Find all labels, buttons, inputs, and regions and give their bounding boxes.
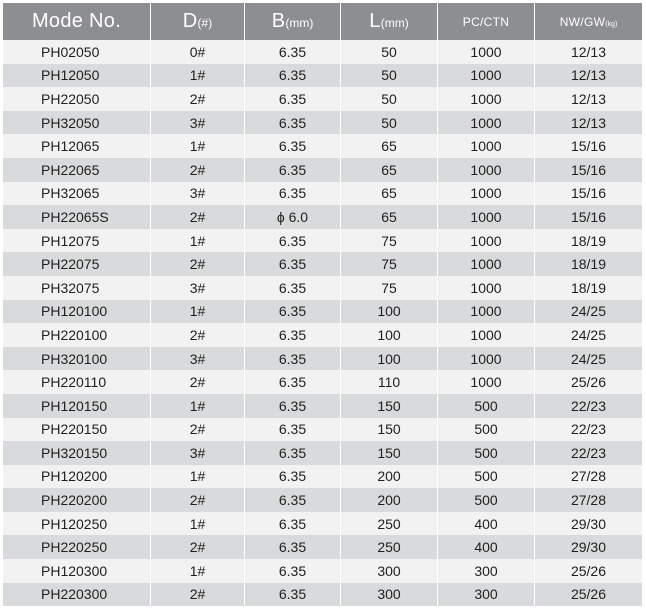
cell-mode-no: PH220150 xyxy=(3,418,151,442)
cell-l: 150 xyxy=(341,441,438,465)
cell-d: 1# xyxy=(151,465,245,489)
cell-b: 6.35 xyxy=(245,488,341,512)
header-mode-no: Mode No. xyxy=(3,3,151,40)
cell-d: 1# xyxy=(151,300,245,324)
cell-nw-gw: 12/13 xyxy=(535,87,642,111)
cell-b: 6.35 xyxy=(245,583,341,607)
cell-b: 6.35 xyxy=(245,182,341,206)
cell-l: 75 xyxy=(341,229,438,253)
cell-l: 150 xyxy=(341,394,438,418)
cell-l: 75 xyxy=(341,252,438,276)
cell-pc-ctn: 400 xyxy=(438,512,535,536)
cell-d: 1# xyxy=(151,512,245,536)
cell-b: 6.35 xyxy=(245,229,341,253)
cell-mode-no: PH12065 xyxy=(3,134,151,158)
cell-mode-no: PH220300 xyxy=(3,583,151,607)
table-row xyxy=(3,465,642,489)
table-row xyxy=(3,583,642,607)
header-d: D(#) xyxy=(151,3,245,40)
cell-d: 2# xyxy=(151,418,245,442)
cell-pc-ctn: 500 xyxy=(438,418,535,442)
table-row xyxy=(3,111,642,135)
cell-b: 6.35 xyxy=(245,300,341,324)
cell-l: 65 xyxy=(341,182,438,206)
cell-b: 6.35 xyxy=(245,465,341,489)
cell-d: 2# xyxy=(151,488,245,512)
header-l: L(mm) xyxy=(341,3,438,40)
table-row xyxy=(3,300,642,324)
table-row xyxy=(3,276,642,300)
table-row xyxy=(3,205,642,229)
cell-l: 65 xyxy=(341,158,438,182)
cell-d: 2# xyxy=(151,87,245,111)
table-row xyxy=(3,488,642,512)
cell-mode-no: PH22065S xyxy=(3,205,151,229)
cell-mode-no: PH32050 xyxy=(3,111,151,135)
cell-b: 6.35 xyxy=(245,276,341,300)
cell-mode-no: PH120150 xyxy=(3,394,151,418)
cell-d: 3# xyxy=(151,441,245,465)
cell-b: 6.35 xyxy=(245,394,341,418)
cell-pc-ctn: 1000 xyxy=(438,229,535,253)
cell-nw-gw: 15/16 xyxy=(535,134,642,158)
cell-mode-no: PH120300 xyxy=(3,559,151,583)
cell-d: 2# xyxy=(151,158,245,182)
cell-mode-no: PH22050 xyxy=(3,87,151,111)
header-b: B(mm) xyxy=(245,3,341,40)
cell-nw-gw: 22/23 xyxy=(535,418,642,442)
cell-l: 50 xyxy=(341,111,438,135)
cell-l: 100 xyxy=(341,300,438,324)
spec-table xyxy=(3,3,642,606)
cell-nw-gw: 29/30 xyxy=(535,535,642,559)
cell-b: 6.35 xyxy=(245,370,341,394)
cell-d: 3# xyxy=(151,347,245,371)
cell-mode-no: PH120100 xyxy=(3,300,151,324)
cell-nw-gw: 12/13 xyxy=(535,40,642,64)
cell-nw-gw: 15/16 xyxy=(535,205,642,229)
cell-nw-gw: 12/13 xyxy=(535,64,642,88)
cell-nw-gw: 24/25 xyxy=(535,347,642,371)
table-row xyxy=(3,134,642,158)
cell-pc-ctn: 400 xyxy=(438,535,535,559)
cell-l: 200 xyxy=(341,465,438,489)
cell-pc-ctn: 1000 xyxy=(438,252,535,276)
cell-l: 200 xyxy=(341,488,438,512)
cell-mode-no: PH02050 xyxy=(3,40,151,64)
cell-mode-no: PH220100 xyxy=(3,323,151,347)
cell-b: 6.35 xyxy=(245,347,341,371)
cell-nw-gw: 18/19 xyxy=(535,276,642,300)
cell-nw-gw: 15/16 xyxy=(535,182,642,206)
cell-b: ϕ 6.0 xyxy=(245,205,341,229)
cell-l: 50 xyxy=(341,40,438,64)
cell-d: 3# xyxy=(151,111,245,135)
cell-pc-ctn: 500 xyxy=(438,441,535,465)
cell-mode-no: PH22065 xyxy=(3,158,151,182)
table-row xyxy=(3,418,642,442)
cell-d: 1# xyxy=(151,559,245,583)
cell-pc-ctn: 1000 xyxy=(438,323,535,347)
cell-l: 100 xyxy=(341,347,438,371)
cell-nw-gw: 27/28 xyxy=(535,488,642,512)
cell-l: 65 xyxy=(341,134,438,158)
cell-b: 6.35 xyxy=(245,158,341,182)
cell-l: 250 xyxy=(341,535,438,559)
table-row xyxy=(3,441,642,465)
cell-nw-gw: 29/30 xyxy=(535,512,642,536)
cell-l: 50 xyxy=(341,64,438,88)
cell-b: 6.35 xyxy=(245,134,341,158)
cell-d: 2# xyxy=(151,583,245,607)
cell-d: 0# xyxy=(151,40,245,64)
cell-b: 6.35 xyxy=(245,418,341,442)
table-row xyxy=(3,64,642,88)
table-row xyxy=(3,347,642,371)
table-row xyxy=(3,559,642,583)
cell-mode-no: PH320100 xyxy=(3,347,151,371)
cell-b: 6.35 xyxy=(245,40,341,64)
cell-nw-gw: 12/13 xyxy=(535,111,642,135)
cell-d: 2# xyxy=(151,535,245,559)
cell-pc-ctn: 1000 xyxy=(438,370,535,394)
cell-d: 2# xyxy=(151,252,245,276)
cell-b: 6.35 xyxy=(245,323,341,347)
cell-l: 75 xyxy=(341,276,438,300)
cell-pc-ctn: 1000 xyxy=(438,64,535,88)
cell-b: 6.35 xyxy=(245,111,341,135)
cell-b: 6.35 xyxy=(245,512,341,536)
cell-l: 300 xyxy=(341,559,438,583)
table-row xyxy=(3,323,642,347)
cell-mode-no: PH120200 xyxy=(3,465,151,489)
cell-pc-ctn: 1000 xyxy=(438,205,535,229)
cell-d: 3# xyxy=(151,276,245,300)
cell-nw-gw: 15/16 xyxy=(535,158,642,182)
cell-mode-no: PH120250 xyxy=(3,512,151,536)
cell-mode-no: PH12075 xyxy=(3,229,151,253)
cell-d: 1# xyxy=(151,134,245,158)
cell-nw-gw: 25/26 xyxy=(535,370,642,394)
cell-mode-no: PH32065 xyxy=(3,182,151,206)
cell-pc-ctn: 1000 xyxy=(438,87,535,111)
table-row xyxy=(3,370,642,394)
cell-d: 2# xyxy=(151,370,245,394)
cell-mode-no: PH220110 xyxy=(3,370,151,394)
cell-pc-ctn: 1000 xyxy=(438,134,535,158)
cell-pc-ctn: 500 xyxy=(438,394,535,418)
table-row xyxy=(3,512,642,536)
cell-d: 2# xyxy=(151,323,245,347)
cell-mode-no: PH320150 xyxy=(3,441,151,465)
cell-b: 6.35 xyxy=(245,87,341,111)
table-row xyxy=(3,40,642,64)
cell-nw-gw: 18/19 xyxy=(535,229,642,253)
header-row xyxy=(3,3,642,40)
cell-pc-ctn: 300 xyxy=(438,559,535,583)
cell-pc-ctn: 1000 xyxy=(438,347,535,371)
header-nw-gw: NW/GW(kg) xyxy=(535,3,642,40)
table-row xyxy=(3,182,642,206)
cell-d: 2# xyxy=(151,205,245,229)
cell-l: 110 xyxy=(341,370,438,394)
table-row xyxy=(3,252,642,276)
cell-pc-ctn: 500 xyxy=(438,465,535,489)
cell-mode-no: PH22075 xyxy=(3,252,151,276)
cell-pc-ctn: 1000 xyxy=(438,182,535,206)
cell-b: 6.35 xyxy=(245,252,341,276)
table-body xyxy=(3,40,642,606)
cell-pc-ctn: 1000 xyxy=(438,111,535,135)
table-row xyxy=(3,394,642,418)
cell-l: 100 xyxy=(341,323,438,347)
cell-pc-ctn: 500 xyxy=(438,488,535,512)
cell-b: 6.35 xyxy=(245,559,341,583)
table-row xyxy=(3,158,642,182)
cell-nw-gw: 25/26 xyxy=(535,583,642,607)
cell-nw-gw: 22/23 xyxy=(535,394,642,418)
table-row xyxy=(3,229,642,253)
cell-pc-ctn: 1000 xyxy=(438,300,535,324)
cell-l: 50 xyxy=(341,87,438,111)
cell-mode-no: PH12050 xyxy=(3,64,151,88)
cell-nw-gw: 24/25 xyxy=(535,323,642,347)
cell-b: 6.35 xyxy=(245,535,341,559)
cell-d: 1# xyxy=(151,229,245,253)
cell-l: 250 xyxy=(341,512,438,536)
cell-nw-gw: 27/28 xyxy=(535,465,642,489)
cell-l: 65 xyxy=(341,205,438,229)
cell-pc-ctn: 1000 xyxy=(438,40,535,64)
cell-nw-gw: 22/23 xyxy=(535,441,642,465)
cell-d: 1# xyxy=(151,394,245,418)
header-pc-ctn: PC/CTN xyxy=(438,3,535,40)
cell-pc-ctn: 1000 xyxy=(438,158,535,182)
cell-b: 6.35 xyxy=(245,441,341,465)
cell-d: 3# xyxy=(151,182,245,206)
cell-nw-gw: 18/19 xyxy=(535,252,642,276)
cell-b: 6.35 xyxy=(245,64,341,88)
cell-mode-no: PH32075 xyxy=(3,276,151,300)
cell-nw-gw: 24/25 xyxy=(535,300,642,324)
cell-mode-no: PH220200 xyxy=(3,488,151,512)
table-row xyxy=(3,87,642,111)
table-row xyxy=(3,535,642,559)
cell-d: 1# xyxy=(151,64,245,88)
cell-nw-gw: 25/26 xyxy=(535,559,642,583)
cell-mode-no: PH220250 xyxy=(3,535,151,559)
cell-l: 150 xyxy=(341,418,438,442)
cell-pc-ctn: 1000 xyxy=(438,276,535,300)
cell-pc-ctn: 300 xyxy=(438,583,535,607)
cell-l: 300 xyxy=(341,583,438,607)
